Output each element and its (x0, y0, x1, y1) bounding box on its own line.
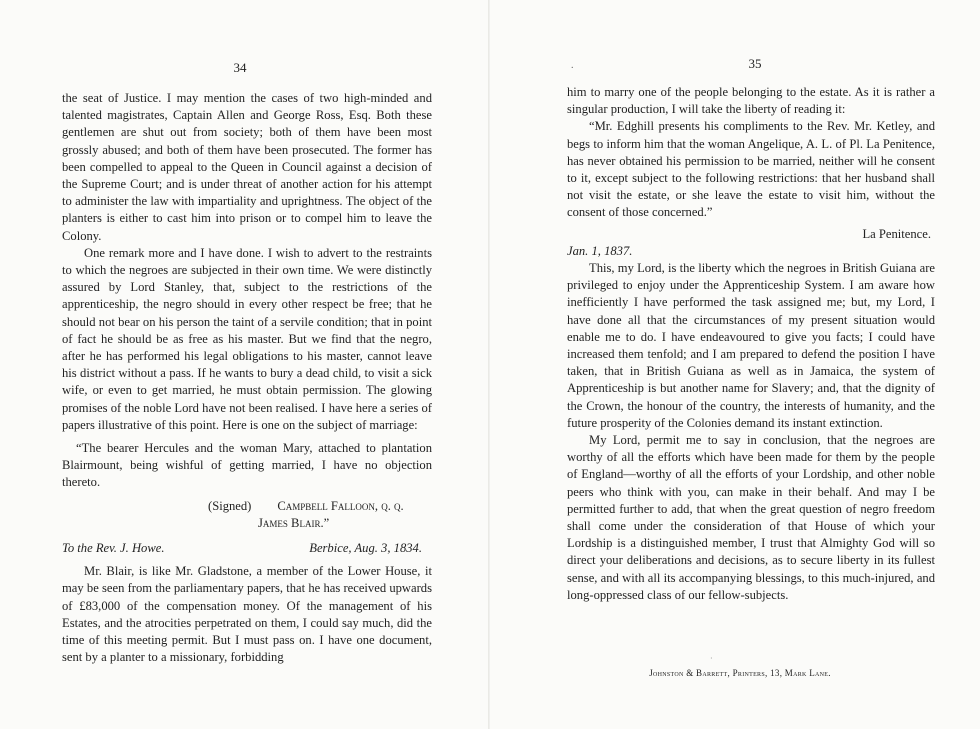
page-mark: . (571, 60, 574, 71)
right-page-text (567, 84, 935, 604)
paragraph: One remark more and I have done. I wish to advert to the restraints to which the negroes are subjected in their own time. We were distinctly assured by Lord Stanley, that, subject to the restrictions of the apprenticeship, the negro should in every other respect be free; that he should not bear on his person the taint of a servile condition; that in point of fact he should be as free as his master. But we find that the negro, after he has performed his legal obligations to his master, cannot leave his district without a pass. If he wants to bury a dead child, to visit a sick wife, or even to get married, he must obtain permission. The glowing promises of the noble Lord have not been realised. I have here a series of papers illustrative of this point. Here is one on the subject of marriage: (62, 245, 432, 432)
paragraph: Mr. Blair, is like Mr. Gladstone, a member of the Lower House, it may be seen from the parliamentary papers, that he has received upwards of £83,000 of the compensation money. Of the management of his Estates, and the atrocities perpetrated on them, I could say much, did the time of this meeting permit. But I must pass on. I have one document, sent by a planter to a missionary, forbidding (62, 564, 432, 665)
left-page-text (62, 90, 432, 667)
quote-paragraph: “Mr. Edghill presents his compliments to the Rev. Mr. Ketley, and begs to inform him that the woman Angelique, A. L. of Pl. La Penitence, has never obtained his permission to be married, neither will he consent to it, except subject to the following restrictions: that her husband shall not visit the estate, or she leave the estate to visit him, without the consent of those concerned.” (567, 119, 935, 220)
address-line (62, 540, 432, 557)
signature-line (208, 498, 432, 515)
quote-paragraph: “The bearer Hercules and the woman Mary, attached to plantation Blairmount, being wishful of getting married, I have no objection thereto. (62, 441, 432, 490)
signed-name: Campbell Falloon, q. q. (277, 498, 404, 513)
to-line: To the Rev. J. Howe. (62, 541, 165, 556)
paragraph: the seat of Justice. I may mention the cases of two high-minded and talented magistrates, Captain Allen and George Ross, Esq. Both these gentlemen are shut out from society; both of them have been most grossly abused; and both of them have been prosecuted. The former has been compelled to appeal to the Queen in Council against a decision of the Supreme Court; and is under threat of another action for his attempt to administer the law with impartiality and uprightness. The object of the planters is either to cast him into prison or to compel him to leave the Colony. (62, 91, 432, 243)
printer-footer: Johnston & Barrett, Printers, 13, Mark Lane. (649, 668, 831, 678)
place-date: Berbice, Aug. 3, 1834. (309, 541, 422, 556)
printer-mark: · (710, 654, 713, 663)
page-number-right: 35 (748, 56, 762, 71)
blair-name: James Blair.” (258, 515, 330, 530)
letter-date: Jan. 1, 1837. (567, 243, 633, 258)
paragraph: him to marry one of the people belonging to the estate. As it is rather a singular production, I will take the liberty of reading it: (567, 85, 935, 117)
paragraph: This, my Lord, is the liberty which the negroes in British Guiana are privileged to enjoy under the Apprenticeship System. I am aware how inefficiently I have performed the task assigned me; but, my Lord, I have done all that the circumstances of my present situation would enable me to do. I have endeavoured to give you facts; I could have increased them tenfold; and I am prepared to defend the position I have taken, that in British Guiana as well as in Jamaica, the system of Apprenticeship is but another name for Slavery; and, that the dignity of the Crown, the honour of the country, the interests of humanity, and the future prosperity of the Colonies demand its instant extinction. (567, 261, 935, 430)
page-number-left: 34 (233, 60, 247, 75)
signed-label: (Signed) (208, 498, 252, 513)
signature: La Penitence. (862, 226, 931, 241)
paragraph: My Lord, permit me to say in conclusion, that the negroes are worthy of all the efforts which have been made for them by the people of England—worthy of all the efforts of your Lordship, and other noble peers who think with you, can make in their behalf. And may I be permitted further to add, that when the great question of negro freedom shall come under the consideration of that House of which your Lordship is a distinguished member, I trust that Almighty God will so direct your deliberations and decisions, as to secure liberty in its fullest sense, and with all its accompanying blessings, to this much-injured, and long-oppressed class of our fellow-subjects. (567, 433, 935, 602)
